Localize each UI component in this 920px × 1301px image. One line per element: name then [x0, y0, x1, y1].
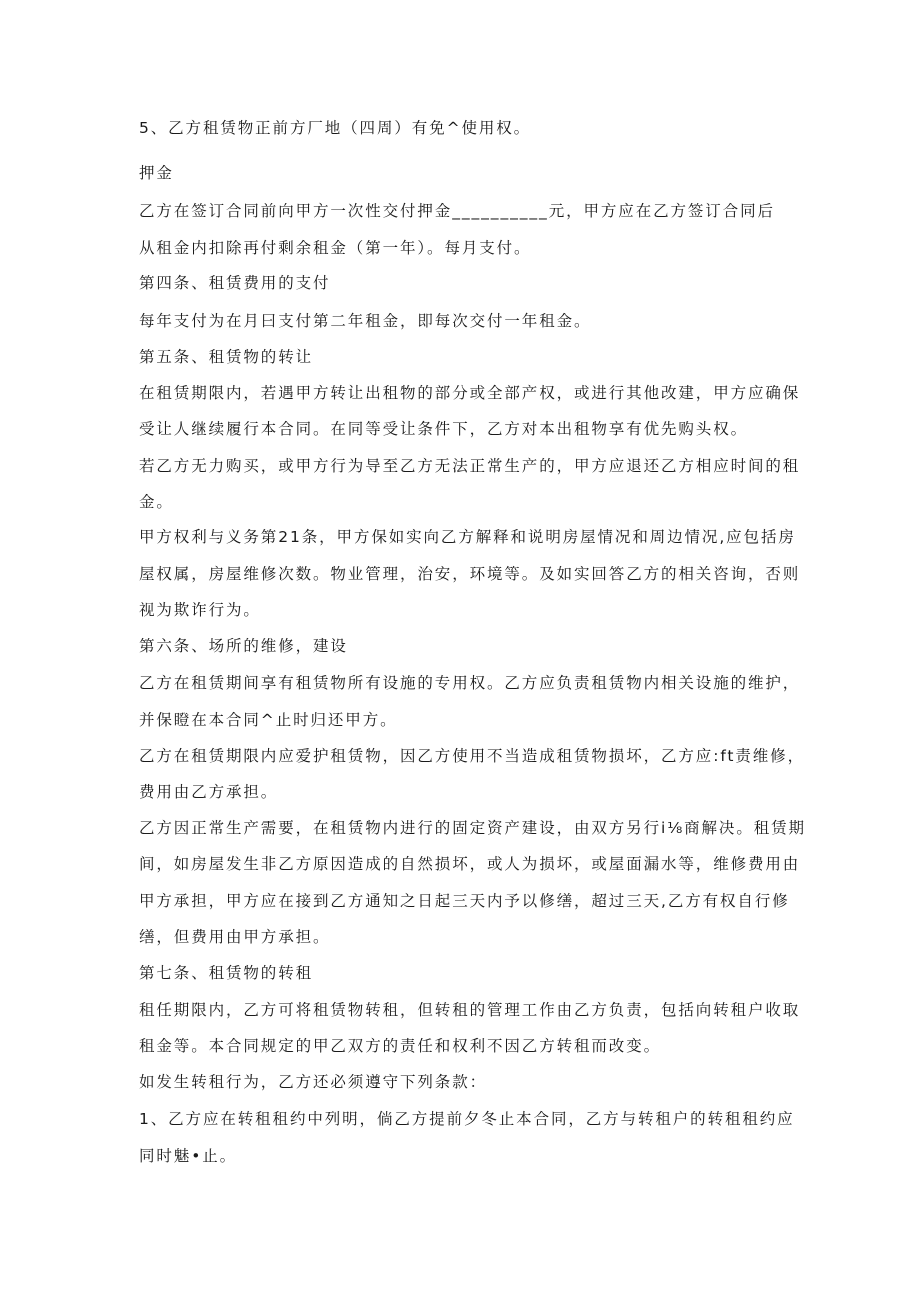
deposit-line-1: 乙方在签订合同前向甲方一次性交付押金__________元，甲方应在乙方签订合同后 [139, 202, 775, 220]
article-6-line-7: 甲方承担，甲方应在接到乙方通知之日起三天内予以修缮，超过三天,乙方有权自行修 [139, 892, 790, 910]
article-7-line-3: 如发生转租行为，乙方还必须遵守下列条款： [139, 1073, 488, 1091]
article-6-line-6: 间，如房屋发生非乙方原因造成的自然损坏，或人为损坏，或屋面漏水等，维修费用由 [139, 855, 801, 873]
article-6-heading: 第六条、场所的维修，建设 [139, 637, 348, 655]
clause-5-line: 5、乙方租赁物正前方厂地（四周）有免^使用权。 [139, 119, 532, 137]
landlord-duty-line-2: 屋权属，房屋维修次数。物业管理，治安，环境等。及如实回答乙方的相关咨询，否则 [139, 565, 801, 583]
article-7-item-1-line-2: 同时魅•止。 [139, 1147, 238, 1165]
deposit-heading: 押金 [139, 164, 174, 182]
article-5-line-1: 在租赁期限内，若遇甲方转让出租物的部分或全部产权，或进行其他改建，甲方应确保 [139, 384, 801, 402]
article-7-line-2: 租金等。本合同规定的甲乙双方的责任和权利不因乙方转租而改变。 [139, 1037, 662, 1055]
article-4-heading: 第四条、租赁费用的支付 [139, 274, 331, 292]
article-7-line-1: 租任期限内，乙方可将租赁物转租，但转租的管理工作由乙方负责，包括向转租户收取 [139, 1001, 801, 1019]
article-5-heading: 第五条、租赁物的转让 [139, 348, 314, 366]
deposit-line-2: 从租金内扣除再付剩余租金（第一年）。每月支付。 [139, 239, 532, 257]
article-4-line-1: 每年支付为在月曰支付第二年租金，即每次交付一年租金。 [139, 312, 592, 330]
article-5-line-2: 受让人继续履行本合同。在同等受让条件下，乙方对本出租物享有优先购头权。 [139, 420, 749, 438]
article-5-line-3: 若乙方无力购买，或甲方行为导至乙方无法正常生产的，甲方应退还乙方相应时间的租 [139, 457, 801, 475]
landlord-duty-line-1: 甲方权利与义务第21条，甲方保如实向乙方解释和说明房屋情况和周边情况,应包括房 [139, 528, 796, 546]
article-7-heading: 第七条、租赁物的转租 [139, 964, 314, 982]
article-6-line-8: 缮，但费用由甲方承担。 [139, 928, 331, 946]
article-6-line-4: 费用由乙方承担。 [139, 783, 279, 801]
article-7-item-1-line-1: 1、乙方应在转租租约中列明，倘乙方提前夕冬止本合同，乙方与转租户的转租租约应 [139, 1110, 795, 1128]
article-6-line-5: 乙方因正常生产需要，在租赁物内进行的固定资产建设，由双方另行i⅛商解决。租赁期 [139, 819, 806, 837]
article-6-line-1: 乙方在租赁期间享有租赁物所有设施的专用权。乙方应负责租赁物内相关设施的维护， [139, 674, 801, 692]
article-6-line-2: 并保瞪在本合同^止时归还甲方。 [139, 711, 398, 729]
landlord-duty-line-3: 视为欺诈行为。 [139, 601, 261, 619]
article-6-line-3: 乙方在租赁期限内应爱护租赁物，因乙方使用不当造成租赁物损坏，乙方应:ft责维修， [139, 747, 805, 765]
article-5-line-4: 金。 [139, 493, 174, 511]
